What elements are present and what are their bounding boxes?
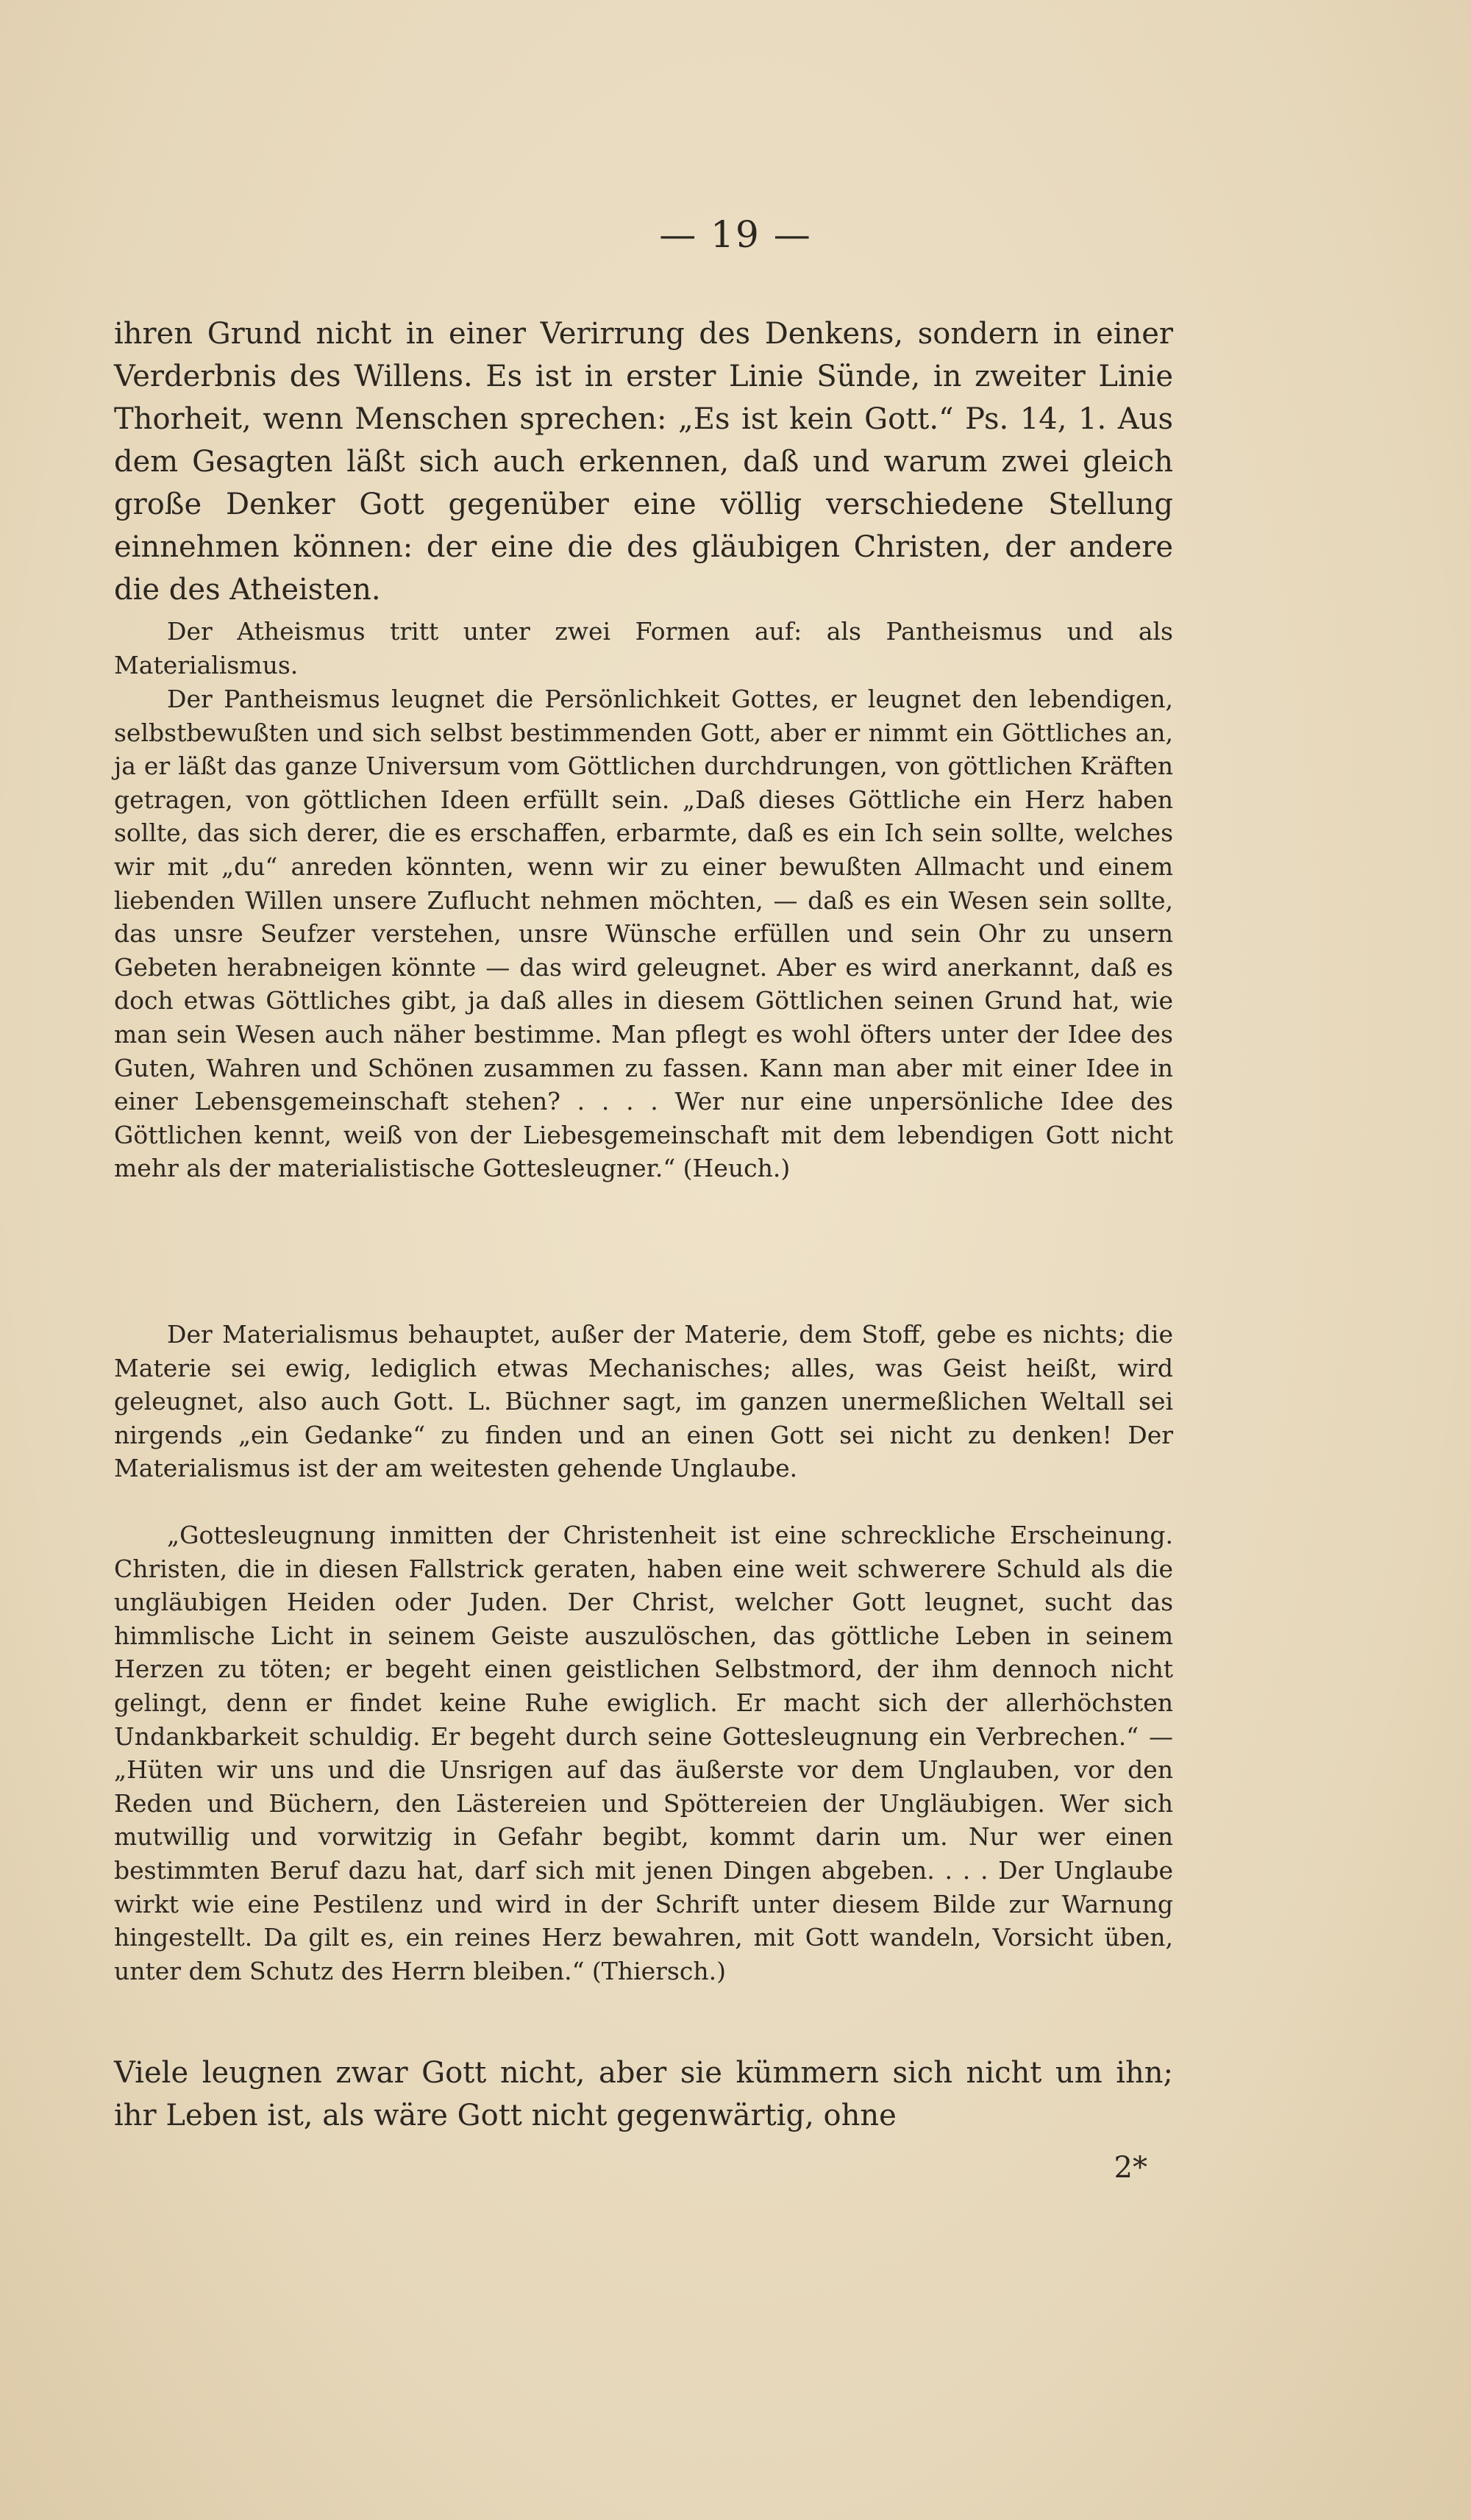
paragraph-closing: Viele leugnen zwar Gott nicht, aber sie kümmern sich nicht um ihn; ihr Leben ist, als wäre Gott nicht gegenwärtig, ohne <box>114 2056 1173 2132</box>
page-number: — 19 — <box>659 213 812 256</box>
paragraph-pantheism: Der Pantheismus leugnet die Persönlichkeit Gottes, er leugnet den lebendigen, selbstbewußten und sich selbst bestimmenden Gott, aber er nimmt ein Göttliches an, ja er läßt das ganze Universum vom Göttlichen durchdrungen, von göttlichen Kräften getragen, von göttlichen Ideen erfüllt sein. „Daß dieses Göttliche ein Herz haben sollte, das sich derer, die es erschaffen, erbarmte, daß es ein Ich sein sollte, welches wir mit „du“ anreden könnten, wenn wir zu einer bewußten Allmacht und einem liebenden Willen unsere Zuflucht nehmen möchten, — daß es ein Wesen sein sollte, das unsre Seufzer verstehen, unsre Wünsche erfüllen und sein Ohr zu unsern Gebeten herabneigen könnte — das wird geleugnet. Aber es wird anerkannt, daß es doch etwas Göttliches gibt, ja daß alles in diesem Göttlichen seinen Grund hat, wie man sein Wesen auch näher bestimme. Man pflegt es wohl öfters unter der Idee des Guten, Wahren und Schönen zusammen zu fassen. Kann man aber mit einer Idee in einer Lebensgemeinschaft stehen? . . . . Wer nur eine unpersönliche Idee des Göttlichen kennt, weiß von der Liebesgemeinschaft mit dem lebendigen Gott nicht mehr als der materialistische Gottesleugner.“ (Heuch.) <box>114 685 1173 1183</box>
paragraph-materialism: Der Materialismus behauptet, außer der Materie, dem Stoff, gebe es nichts; die Materie sei ewig, lediglich etwas Mechanisches; alles, was Geist heißt, wird geleugnet, also auch Gott. L. Büchner sagt, im ganzen unermeßlichen Weltall sei nirgends „ein Gedanke“ zu finden und an einen Gott sei nicht zu denken! Der Materialismus ist der am weitesten gehende Unglaube. <box>114 1320 1173 1483</box>
paragraph-atheism-forms: Der Atheismus tritt unter zwei Formen auf: als Pantheismus und als Materialismus. <box>114 617 1173 679</box>
paragraph-quote-thiersch: „Gottesleugnung inmitten der Christenheit ist eine schreckliche Erscheinung. Christen, die in diesen Fallstrick geraten, haben eine weit schwerere Schuld als die ungläubigen Heiden oder Juden. Der Christ, welcher Gott leugnet, sucht das himmlische Licht in seinem Geiste auszulöschen, das göttliche Leben in seinem Herzen zu töten; er begeht einen geistlichen Selbstmord, der ihm dennoch nicht gelingt, denn er findet keine Ruhe ewiglich. Er macht sich der allerhöchsten Undankbarkeit schuldig. Er begeht durch seine Gottesleugnung ein Verbrechen.“ — „Hüten wir uns und die Unsrigen auf das äußerste vor dem Unglauben, vor den Reden und Büchern, den Lästereien und Spöttereien der Ungläubigen. Wer sich mutwillig und vorwitzig in Gefahr begibt, kommt darin um. Nur wer einen bestimmten Beruf dazu hat, darf sich mit jenen Dingen abgeben. . . . Der Unglaube wirkt wie eine Pestilenz und wird in der Schrift unter diesem Bilde zur Warnung hingestellt. Da gilt es, ein reines Herz bewahren, mit Gott wandeln, Vorsicht üben, unter dem Schutz des Herrn bleiben.“ (Thiersch.) <box>114 1521 1173 1985</box>
paragraph-continuation: ihren Grund nicht in einer Verirrung des Denkens, sondern in einer Verderbnis des Willens. Es ist in erster Linie Sünde, in zweiter Linie Thorheit, wenn Menschen sprechen: „Es ist kein Gott.“ Ps. 14, 1. Aus dem Gesagten läßt sich auch erkennen, daß und warum zwei gleich große Denker Gott gegenüber eine völlig verschiedene Stellung einnehmen können: der eine die des gläubigen Christen, der andere die des Atheisten. <box>114 317 1173 607</box>
signature-mark: 2* <box>1114 2151 1147 2185</box>
